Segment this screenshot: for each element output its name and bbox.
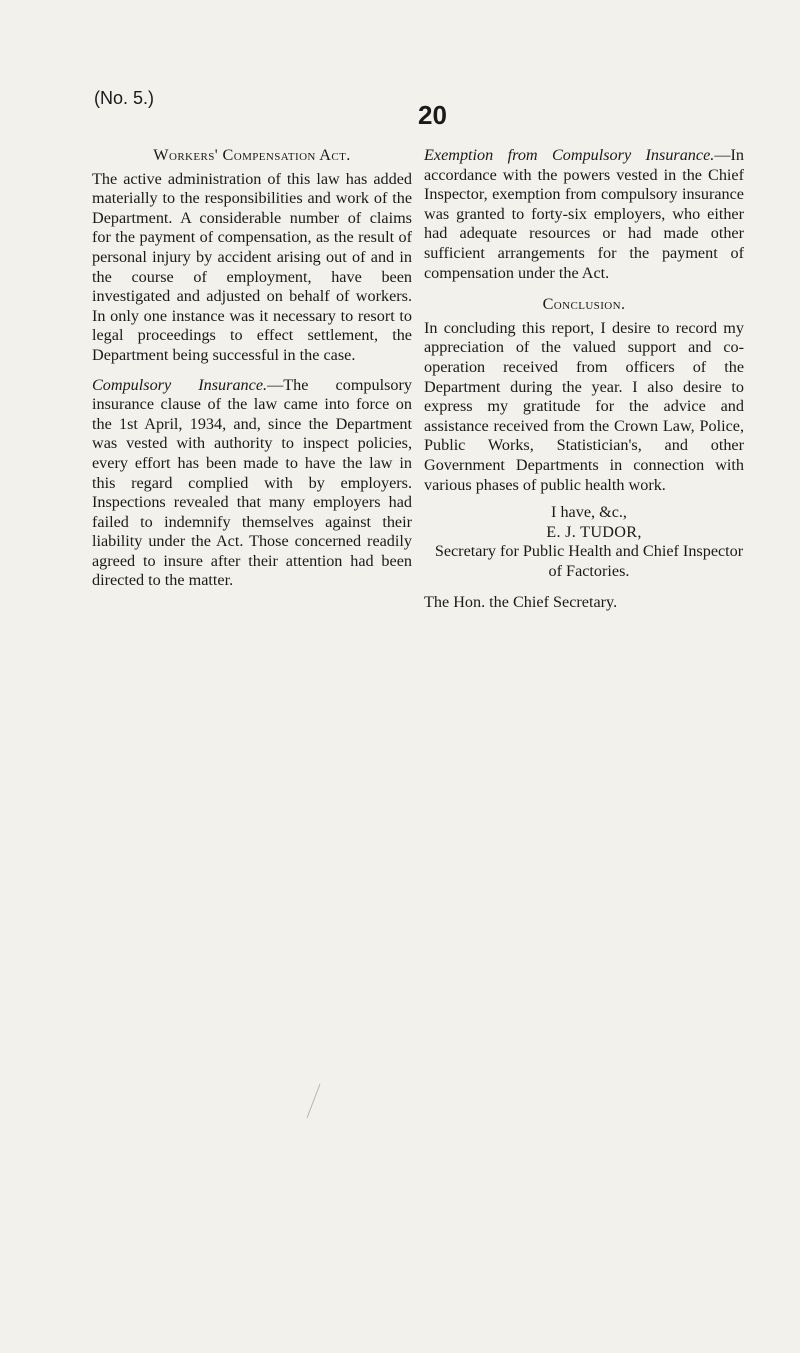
paragraph-body-compulsory-insurance: —The compulsory insurance clause of the law came into force on the 1st April, 1934, and, since the Department was vested with authority to inspect policies, every effort has been made to have the law in this regard complied with by employers. Inspections revealed that many employers had failed to indemnify themselves against their liability under the Act. Those concerned readily agreed to insure after their attention had been directed to the matter.	[92, 375, 412, 590]
paragraph-exemption	[424, 146, 744, 283]
paragraph-conclusion: In concluding this report, I desire to record my appreciation of the valued support and co-operation received from officers of the Department during the year. I also desire to express my gratitude for the advice and assistance received from the Crown Law, Police, Public Works, Statistician's, and other Government Departments in connection with various phases of public health work.	[424, 318, 744, 494]
addressee: The Hon. the Chief Secretary.	[424, 593, 618, 612]
paragraph-compulsory-insurance	[92, 376, 412, 592]
paragraph-body-exemption: —In accordance with the powers vested in the Chief Inspector, exemption from compulsory insurance was granted to forty-six employers, who either had adequate resources or had made other sufficient arrangements for the payment of compensation under the Act.	[424, 146, 744, 282]
run-in-title-exemption: Exemption from Compulsory Insurance.	[424, 146, 715, 164]
left-column	[92, 146, 412, 601]
signatory-name: E. J. TUDOR,	[546, 522, 642, 541]
section-heading-conclusion: Conclusion.	[542, 295, 626, 314]
stray-pencil-mark	[304, 1080, 324, 1120]
section-heading-workers-compensation: Workers' Compensation Act.	[153, 146, 351, 164]
document-number: (No. 5.)	[94, 88, 155, 108]
closing-line: I have, &c.,	[551, 503, 627, 522]
signatory-title: Secretary for Public Health and Chief Inspector of Factories.	[434, 542, 744, 580]
page-number: 20	[418, 100, 447, 130]
right-column	[424, 146, 744, 623]
run-in-title-compulsory-insurance: Compulsory Insurance.	[92, 375, 268, 394]
paragraph-workers-compensation: The active administration of this law has added materially to the responsibilities and work of the Department. A considerable number of claims for the payment of compensation, as the result of personal injury by accident arising out of and in the course of employment, have been investigated and adjusted on behalf of workers. In only one instance was it necessary to resort to legal proceedings to effect settlement, the Department being successful in the case.	[92, 169, 412, 364]
